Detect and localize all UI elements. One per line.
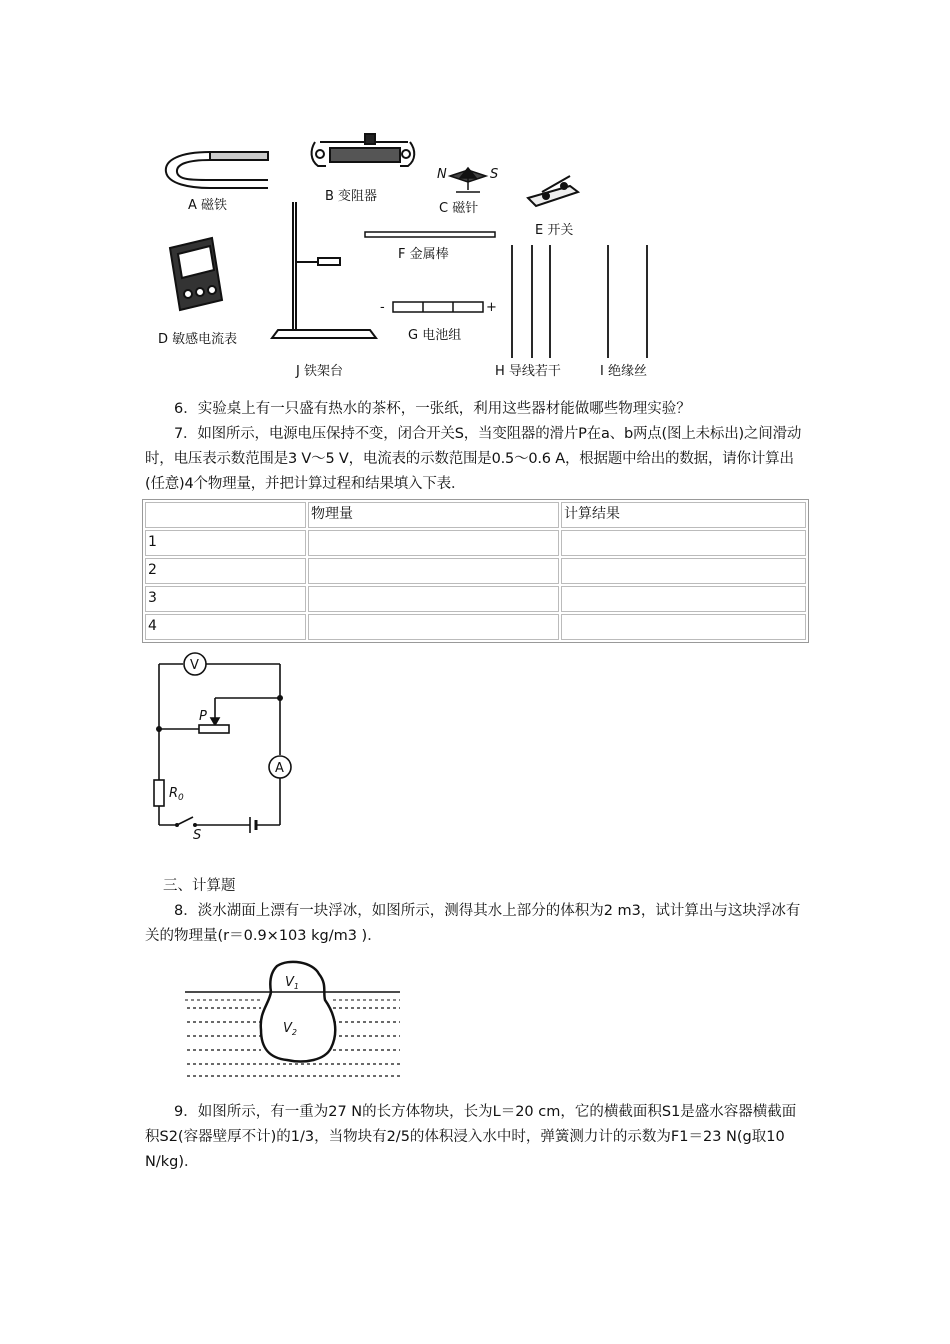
table-cell[interactable] [308,614,559,640]
compass-needle-illustration [450,168,486,192]
battery-plus-label: + [486,300,497,315]
table-header-cell: 计算结果 [561,502,806,528]
label-i: I 绝缘丝 [600,364,647,379]
table-row [145,558,806,584]
galvanometer-illustration [170,238,222,310]
magnet-illustration [166,152,268,188]
table-row [145,614,806,640]
voltmeter-label: V [190,658,199,673]
table-cell[interactable] [561,586,806,612]
label-g: G 电池组 [408,328,462,343]
circuit-diagram [145,652,315,842]
rheostat-illustration [312,134,415,166]
table-cell[interactable] [561,558,806,584]
label-j: J 铁架台 [296,364,343,379]
table-cell: 1 [145,530,306,556]
metal-bar-illustration [365,232,495,237]
table-cell: 3 [145,586,306,612]
question-9: 9．如图所示，有一重为27 N的长方体物块，长为L＝20 cm，它的横截面积S1是盛水容器横截面积S2(容器壁厚不计)的1/3，当物块有2/5的体积浸入水中时，弹簧测力计的示数为F1＝23 N(g取10 N/kg)． [145,1104,797,1170]
label-d: D 敏感电流表 [158,332,238,347]
iron-stand-illustration [272,202,376,338]
label-e: E 开关 [535,223,574,238]
equipment-figure [150,130,690,385]
v2-label: $V_2$ [283,1021,297,1037]
table-header-cell [145,502,306,528]
table-cell[interactable] [308,530,559,556]
label-f: F 金属棒 [398,247,449,262]
compass-s-label: S [490,167,499,182]
wires-illustration [512,245,550,358]
table-cell: 4 [145,614,306,640]
label-b: B 变阻器 [325,189,378,204]
ammeter-label: A [275,761,284,776]
insulating-thread-illustration [608,245,647,358]
table-row [145,530,806,556]
switch-s-label: S [193,828,202,842]
resistor-label: $R_0$ [169,786,184,803]
label-c: C 磁针 [439,201,479,216]
table-row [145,586,806,612]
label-a: A 磁铁 [188,198,228,213]
table-header-row [145,502,806,528]
compass-n-label: N [437,167,447,182]
floating-ice-figure [185,960,405,1085]
question-8: 8．淡水湖面上漂有一块浮冰，如图所示，测得其水上部分的体积为2 m3，试计算出与这块浮冰有关的物理量(r＝0.9×103 kg/m3 )． [145,903,801,944]
table-cell[interactable] [308,586,559,612]
switch-illustration [528,176,578,206]
table-cell[interactable] [308,558,559,584]
answer-table [142,499,809,643]
table-header-cell: 物理量 [308,502,559,528]
label-h: H 导线若干 [495,364,561,379]
question-7: 7．如图所示，电源电压保持不变，闭合开关S，当变阻器的滑片P在a、b两点(图上未标出)之间滑动时，电压表示数范围是3 V～5 V，电流表的示数范围是0.5～0.6 A，根据题中给出的数据，请你计算出(任意)4个物理量，并把计算过程和结果填入下表． [145,426,802,492]
slider-p-label: P [199,709,207,724]
battery-pack-illustration [393,302,483,312]
table-cell[interactable] [561,614,806,640]
section-heading: 三、计算题 [163,878,236,894]
table-cell[interactable] [561,530,806,556]
question-6: 6．实验桌上有一只盛有热水的茶杯，一张纸，利用这些器材能做哪些物理实验？ [174,401,691,417]
table-cell: 2 [145,558,306,584]
battery-minus-label: - [380,300,385,315]
v1-label: $V_1$ [285,975,299,991]
